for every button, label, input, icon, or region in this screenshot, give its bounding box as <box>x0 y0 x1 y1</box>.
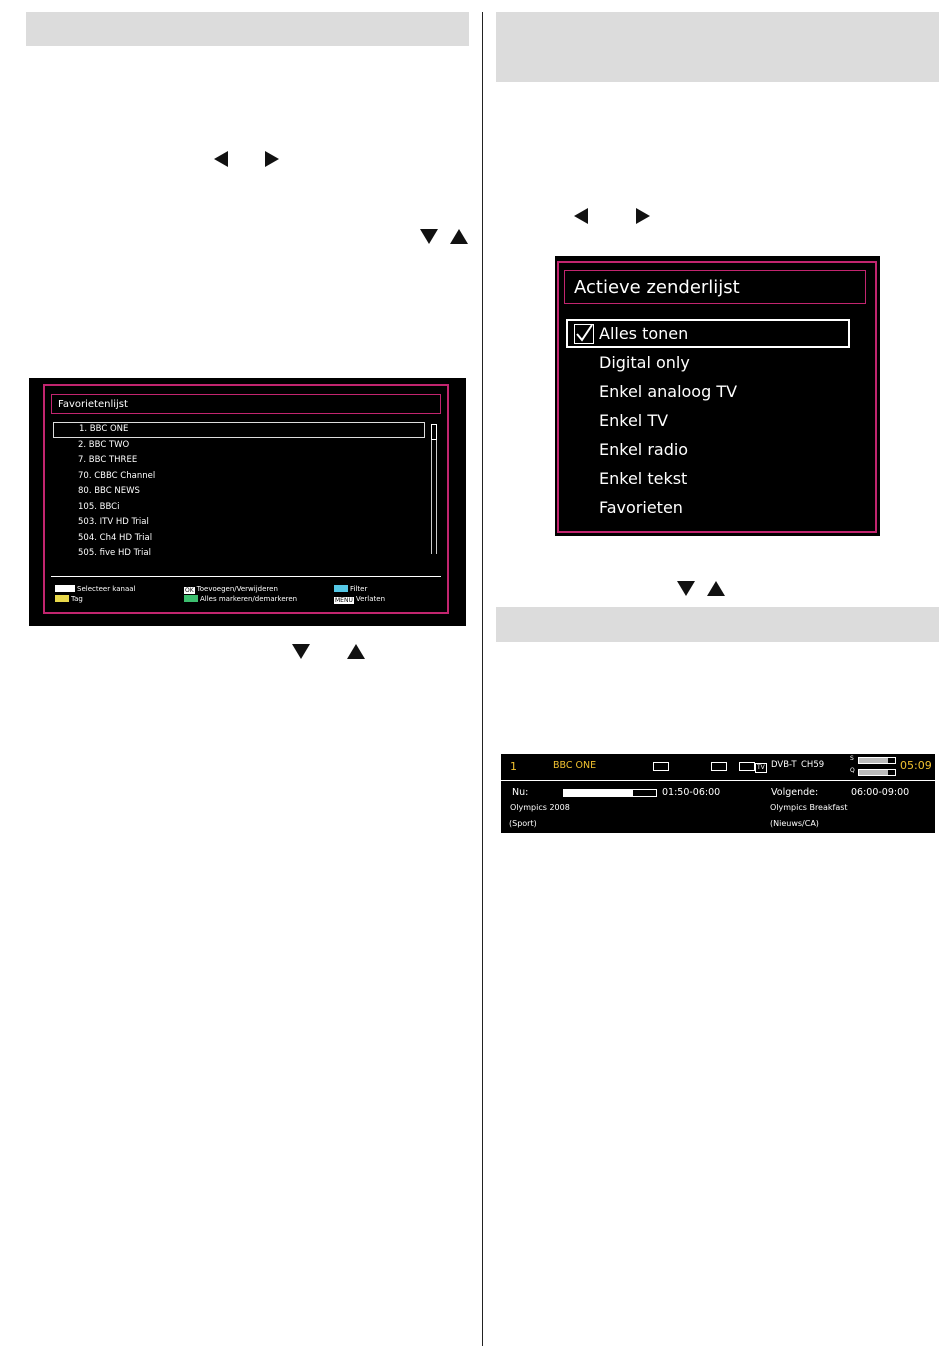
quality-label: Q <box>850 767 855 774</box>
up-arrow-icon <box>450 229 468 244</box>
right-arrow-icon <box>636 208 650 224</box>
legend-filter <box>334 585 367 594</box>
yellow-key-icon <box>55 595 69 602</box>
ok-key-icon: OK <box>185 587 194 594</box>
list-item[interactable]: 70. CBBC Channel <box>78 470 156 481</box>
up-arrow-icon <box>707 581 725 596</box>
now-progress-fill <box>564 790 633 796</box>
legend-exit <box>334 595 385 604</box>
signal-strength-bar <box>858 757 896 764</box>
legend-label: Alles markeren/demarkeren <box>200 595 298 603</box>
menu-title: Actieve zenderlijst <box>564 270 866 304</box>
info-banner-screen <box>501 754 935 833</box>
list-item[interactable]: 503. ITV HD Trial <box>78 517 149 527</box>
scrollbar[interactable] <box>431 424 437 554</box>
left-arrow-icon <box>574 208 588 224</box>
section-header-bar-right-bottom <box>496 607 939 642</box>
menu-option-show-all[interactable]: Alles tonen <box>599 324 689 343</box>
legend-add-remove <box>184 585 278 594</box>
banner-divider <box>501 780 935 781</box>
menu-option-text[interactable]: Enkel tekst <box>599 469 688 488</box>
next-genre: (Nieuws/CA) <box>770 819 819 828</box>
signal-quality-bar <box>858 769 896 776</box>
favorites-list-screen <box>29 378 466 626</box>
broadcast-system: DVB-T <box>771 760 797 770</box>
left-arrow-icon <box>214 151 228 167</box>
checkmark-icon <box>574 324 594 344</box>
green-key-icon <box>184 595 198 602</box>
channel-number: 1 <box>510 760 517 773</box>
next-label: Volgende: <box>771 787 819 798</box>
up-arrow-icon <box>347 644 365 659</box>
section-header-bar-left <box>26 12 469 46</box>
column-divider <box>482 12 483 1346</box>
list-item[interactable]: 105. BBCi <box>78 501 120 512</box>
right-arrow-icon <box>265 151 279 167</box>
menu-option-digital-only[interactable]: Digital only <box>599 353 690 372</box>
scrollbar-thumb[interactable] <box>431 424 437 440</box>
now-progress-bar <box>563 789 657 797</box>
now-time: 01:50-06:00 <box>662 787 721 798</box>
favorites-channel-list <box>53 422 425 562</box>
legend-label: Selecteer kanaal <box>77 585 136 593</box>
next-title: Olympics Breakfast <box>770 803 848 812</box>
legend-select-channel <box>55 585 136 594</box>
channel-name: BBC ONE <box>553 760 597 771</box>
list-item[interactable]: 7. BBC THREE <box>78 455 138 465</box>
favorites-title: Favorietenlijst <box>51 394 441 414</box>
section-header-bar-right-top <box>496 12 939 82</box>
menu-option-analog-tv[interactable]: Enkel analoog TV <box>599 382 738 401</box>
menu-option-radio[interactable]: Enkel radio <box>599 440 689 459</box>
list-item[interactable]: 504. Ch4 HD Trial <box>78 532 153 543</box>
list-item[interactable]: 2. BBC TWO <box>78 439 130 450</box>
signal-label: S <box>850 755 854 762</box>
menu-option-favorites[interactable]: Favorieten <box>599 498 683 517</box>
now-label: Nu: <box>512 787 529 798</box>
next-time: 06:00-09:00 <box>851 787 910 798</box>
down-up-key-icon <box>55 585 75 592</box>
menu-key-icon: MENU <box>335 597 353 604</box>
now-title: Olympics 2008 <box>510 803 570 812</box>
legend-label: Toevoegen/Verwijderen <box>196 585 278 593</box>
audio-icon <box>653 762 669 775</box>
list-item[interactable]: 80. BBC NEWS <box>78 486 140 496</box>
legend-label: Tag <box>71 595 83 603</box>
down-arrow-icon <box>677 581 695 596</box>
legend-divider <box>51 576 441 577</box>
cyan-key-icon <box>334 585 348 592</box>
legend-mark-all <box>184 595 297 604</box>
subtitle-icon <box>711 762 727 775</box>
menu-option-tv[interactable]: Enkel TV <box>599 411 669 430</box>
legend-label: Verlaten <box>355 595 386 603</box>
channel-list-menu-screen <box>555 256 880 536</box>
clock: 05:09 <box>900 759 932 772</box>
tv-type-icon: TV <box>757 764 765 771</box>
legend-tag <box>55 595 83 604</box>
legend-label: Filter <box>350 585 368 593</box>
list-item[interactable]: 1. BBC ONE <box>53 422 425 438</box>
channel-id: CH59 <box>801 760 825 770</box>
down-arrow-icon <box>420 229 438 244</box>
now-genre: (Sport) <box>509 819 537 828</box>
down-arrow-icon <box>292 644 310 659</box>
scrambled-icon <box>739 762 755 775</box>
list-item[interactable]: 505. five HD Trial <box>78 548 151 558</box>
